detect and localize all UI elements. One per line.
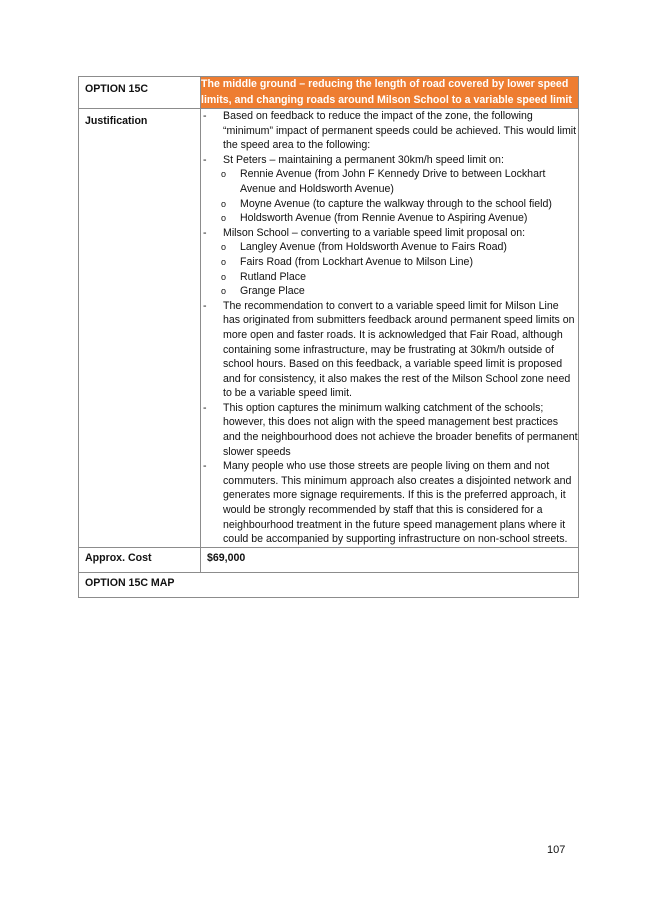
sub-list-item-text: Rutland Place [240, 270, 306, 283]
sub-list-item-text: Rennie Avenue (from John F Kennedy Drive to between Lockhart Avenue and Holdsworth Avenue) [240, 168, 546, 195]
list-item [201, 109, 578, 153]
justification-list [201, 109, 578, 167]
justification-label-cell [79, 109, 201, 548]
justification-body [201, 109, 579, 548]
option-label: OPTION 15C [85, 83, 148, 95]
justification-label: Justification [85, 115, 148, 127]
list-item [201, 299, 578, 401]
sub-list-item [201, 167, 578, 196]
circle-bullet: o [221, 242, 227, 253]
dash-bullet: - [203, 299, 207, 312]
sub-list-item [201, 255, 578, 270]
milson-school-roads-list [201, 240, 578, 298]
dash-bullet: - [203, 460, 207, 473]
cost-row [79, 547, 579, 572]
justification-list [201, 299, 578, 547]
list-item [201, 226, 578, 241]
cost-label: Approx. Cost [85, 551, 152, 564]
sub-list-item [201, 240, 578, 255]
sub-list-item-text: Moyne Avenue (to capture the walkway through to the school field) [240, 197, 552, 210]
map-row [79, 572, 579, 597]
circle-bullet: o [221, 198, 227, 209]
list-item-text: Many people who use those streets are people living on them and not commuters. This minimum approach also creates a disjointed network and generates more signage requirements. If this is the preferred approach, it would be strongly recommended by staff that this is considered for a neighbourhood treatment in the future speed management plans where it could be accompanied by supporting infrastructure on non-school streets. [223, 460, 572, 546]
list-item [201, 401, 578, 459]
list-item-text: Based on feedback to reduce the impact of the zone, the following “minimum” impact of permanent speeds could be achieved. This would limit the speed area to the following: [223, 110, 577, 152]
cost-label-cell [79, 547, 201, 572]
cost-value-cell [201, 547, 579, 572]
list-item [201, 153, 578, 168]
st-peters-roads-list [201, 167, 578, 225]
circle-bullet: o [221, 256, 227, 267]
dash-bullet: - [203, 401, 207, 414]
dash-bullet: - [203, 226, 207, 239]
circle-bullet: o [221, 213, 227, 224]
dash-bullet: - [203, 153, 207, 166]
justification-row [79, 109, 579, 548]
sub-list-item-text: Grange Place [240, 285, 305, 298]
circle-bullet: o [221, 271, 227, 282]
sub-list-item-text: Holdsworth Avenue (from Rennie Avenue to Aspiring Avenue) [240, 212, 528, 225]
page-number: 107 [547, 844, 566, 856]
map-label-cell [79, 572, 579, 597]
list-item-text: The recommendation to convert to a variable speed limit for Milson Line has originated from submitters feedback around permanent speed limits on more open and faster roads. It is acknowledged that Fair Road, although containing some infrastructure, may be frustrating at 30km/h outside of school hours. Based on this feedback, a variable speed limit is proposed and for consistency, it also makes the rest of the Milson School zone need to be a variable speed limit. [223, 299, 575, 400]
sub-list-item [201, 284, 578, 299]
circle-bullet: o [221, 169, 227, 180]
sub-list-item [201, 270, 578, 285]
option-label-cell [79, 77, 201, 109]
option-table [78, 76, 579, 598]
justification-list [201, 226, 578, 241]
map-label: OPTION 15C MAP [85, 576, 175, 589]
list-item-text: This option captures the minimum walking catchment of the schools; however, this does not align with the speed management best practices and the neighbourhood does not achieve the broader benefits of permanent slower speeds [223, 401, 578, 458]
list-item [201, 459, 578, 547]
sub-list-item-text: Langley Avenue (from Holdsworth Avenue to Fairs Road) [240, 241, 507, 254]
list-item-text: Milson School – converting to a variable speed limit proposal on: [223, 226, 526, 239]
sub-list-item-text: Fairs Road (from Lockhart Avenue to Milson Line) [240, 255, 473, 268]
option-header-row [79, 77, 579, 109]
option-title: The middle ground – reducing the length of road covered by lower speed limits, and changing roads around Milson School to a variable speed limit [201, 77, 579, 109]
list-item-text: St Peters – maintaining a permanent 30km/h speed limit on: [223, 153, 504, 166]
circle-bullet: o [221, 286, 227, 297]
cost-value: $69,000 [207, 551, 246, 564]
sub-list-item [201, 197, 578, 212]
sub-list-item [201, 211, 578, 226]
dash-bullet: - [203, 110, 207, 122]
